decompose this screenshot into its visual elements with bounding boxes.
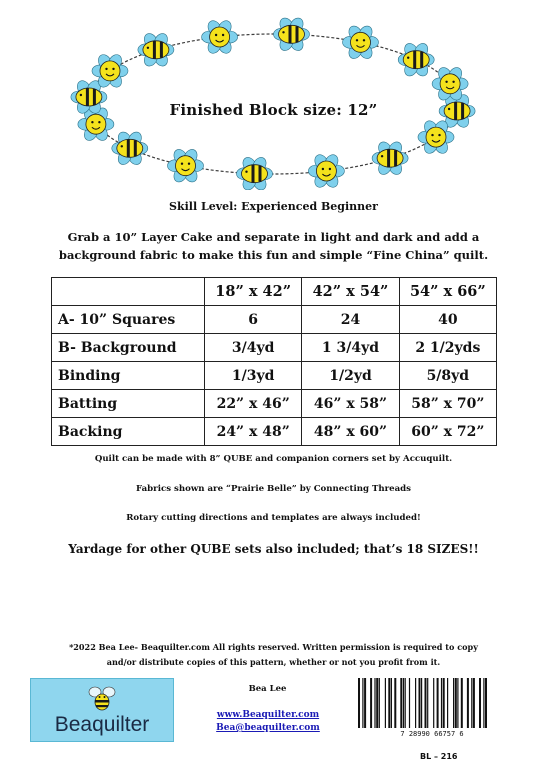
flower-bee-icon [168, 147, 204, 184]
barcode [352, 676, 512, 738]
table-cell: 40 [399, 306, 496, 334]
table-row [52, 334, 497, 362]
rotary-note: Rotary cutting directions and templates are always included! [126, 513, 421, 523]
flower-bee-icon [138, 31, 174, 68]
table-row [52, 418, 497, 446]
row-label: A- 10” Squares [52, 306, 205, 334]
table-corner-cell [52, 278, 205, 306]
qube-note: Quilt can be made with 8” QUBE and companion corners set by Accuquilt. [94, 454, 453, 464]
row-label: Binding [52, 362, 205, 390]
size-header: 54” x 66” [399, 278, 496, 306]
flower-bee-icon [202, 18, 238, 55]
beaquilter-logo [30, 678, 174, 742]
skill-level: Skill Level: Experienced Beginner [169, 200, 378, 213]
yardage-table [51, 277, 497, 446]
table-cell: 24 [302, 306, 399, 334]
table-cell: 1/2yd [302, 362, 399, 390]
table-cell: 58” x 70” [399, 390, 496, 418]
flower-bee-icon [274, 16, 310, 53]
flower-bee-icon [398, 41, 434, 78]
table-header-row [52, 278, 497, 306]
table-cell: 2 1/2yds [399, 334, 496, 362]
size-header: 42” x 54” [302, 278, 399, 306]
flower-bee-icon [308, 152, 344, 189]
finished-block-size: Finished Block size: 12” [169, 101, 378, 119]
intro-text [0, 228, 547, 264]
row-label: B- Background [52, 334, 205, 362]
table-cell: 5/8yd [399, 362, 496, 390]
intro-line-2: background fabric to make this fun and simple “Fine China” quilt. [58, 248, 489, 262]
table-cell: 1/3yd [205, 362, 302, 390]
yardage-note: Yardage for other QUBE sets also included; that’s 18 SIZES!! [68, 542, 479, 556]
copyright-line-1: *2022 Bea Lee- Beaquilter.com All rights reserved. Written permission is required to copy [69, 642, 478, 652]
table-row [52, 306, 497, 334]
copyright-line-2: and/or distribute copies of this pattern, whether or not you profit from it. [106, 657, 441, 667]
table-cell: 24” x 48” [205, 418, 302, 446]
flower-bee-icon [343, 24, 379, 61]
bee-wreath-illustration [0, 0, 547, 190]
pattern-code: BL – 216 [420, 752, 458, 761]
flower-bee-icon [237, 155, 273, 190]
flower-bee-icon [112, 130, 148, 167]
table-cell: 6 [205, 306, 302, 334]
email-link[interactable]: Bea@beaquilter.com [216, 723, 320, 733]
row-label: Batting [52, 390, 205, 418]
table-row [52, 390, 497, 418]
flower-bee-icon [372, 140, 408, 177]
table-cell: 46” x 58” [302, 390, 399, 418]
logo-bee-icon [87, 683, 117, 713]
copyright-notice [0, 640, 547, 670]
table-cell: 48” x 60” [302, 418, 399, 446]
row-label: Backing [52, 418, 205, 446]
table-cell: 3/4yd [205, 334, 302, 362]
table-cell: 1 3/4yd [302, 334, 399, 362]
table-row [52, 362, 497, 390]
table-cell: 60” x 72” [399, 418, 496, 446]
website-link[interactable]: www.Beaquilter.com [216, 710, 320, 720]
barcode-bars [358, 678, 487, 728]
fabrics-note: Fabrics shown are “Prairie Belle” by Connecting Threads [135, 484, 412, 494]
barcode-digits: 7 28990 66757 6 [400, 730, 464, 738]
author-name: Bea Lee [248, 684, 287, 694]
size-header: 18” x 42” [205, 278, 302, 306]
table-cell: 22” x 46” [205, 390, 302, 418]
intro-line-1: Grab a 10” Layer Cake and separate in light and dark and add a [67, 230, 480, 244]
logo-wordmark: Beaquilter [54, 713, 150, 736]
